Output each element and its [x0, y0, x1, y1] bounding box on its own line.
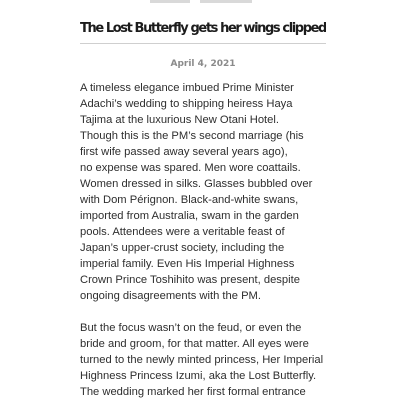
article	[80, 0, 326, 400]
paragraph-line: The wedding marked her first formal entrance	[80, 386, 306, 398]
paragraph-line: turned to the newly minted princess, Her Imperial	[80, 354, 324, 366]
paragraph-line: But the focus wasn’t on the feud, or even the	[80, 322, 302, 334]
paragraph-line: imperial family. Even His Imperial Highness	[80, 258, 295, 270]
paragraph-line: Adachi’s wedding to shipping heiress Haya	[80, 98, 293, 110]
paragraph-line: Highness Princess Izumi, aka the Lost Butterfly.	[80, 370, 317, 382]
paragraph-line: pools. Attendees were a veritable feast of	[80, 226, 285, 238]
paragraph-line: Women dressed in silks. Glasses bubbled over	[80, 178, 313, 190]
paragraph-line: Crown Prince Toshihito was present, despite	[80, 274, 300, 286]
paragraph-line: Though this is the PM’s second marriage (his	[80, 130, 304, 142]
article-title: The Lost Butterfly gets her wings clipped	[80, 21, 326, 36]
article-paragraph-1	[80, 80, 326, 304]
paragraph-line: first wife passed away several years ago),	[80, 146, 288, 158]
paragraph-line: no expense was spared. Men wore coattails.	[80, 162, 301, 174]
article-date: April 4, 2021	[170, 59, 236, 69]
paragraph-line: Tajima at the luxurious New Otani Hotel.	[80, 114, 279, 126]
paragraph-line: ongoing disagreements with the PM.	[80, 290, 261, 302]
title-divider	[80, 43, 326, 44]
paragraph-line: A timeless elegance imbued Prime Minister	[80, 82, 294, 94]
article-body	[80, 80, 326, 400]
paragraph-line: Japan’s upper-crust society, including the	[80, 242, 285, 254]
paragraph-line: with Dom Pérignon. Black-and-white swans,	[80, 194, 299, 206]
paragraph-line: bride and groom, for that matter. All eyes were	[80, 338, 309, 350]
paragraph-line: imported from Australia, swam in the garden	[80, 210, 299, 222]
article-paragraph-2	[80, 320, 326, 400]
